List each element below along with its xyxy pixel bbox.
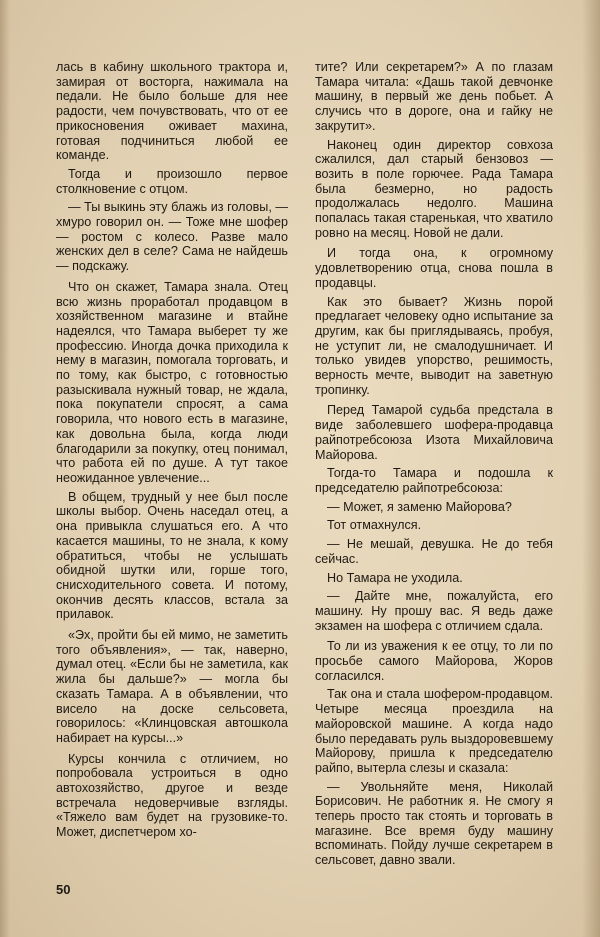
paragraph: Но Тамара не уходила. bbox=[327, 570, 463, 585]
paragraph: — Увольняйте меня, Николай Борисович. Не работник я. Не смогу я теперь просто так стоять и торговать в магазине. Все время буду машину вспоминать. Пойду лучше секретарем в сельсовет, давно звали. bbox=[315, 779, 553, 868]
paragraph: «Эх, пройти бы ей мимо, не заметить того объявления», — так, наверно, думал отец. «Если бы не заметила, как жила бы дальше?» — могла бы сказать Тамара. А в объявлении, что висело на доске сельсовета, говорилось: «Клинцовская автошкола набирает на курсы...» bbox=[56, 628, 288, 745]
page-edge-shadow bbox=[0, 0, 10, 937]
left-text-column bbox=[56, 60, 288, 844]
paragraph: В общем, трудный у нее был после школы выбор. Очень наседал отец, а она привыкла слушаться его. А что касается машины, то не знала, к кому обратиться, чтобы не услышать обидной шутки или, горше того, снисходительного совета. И потому, окончив десять классов, встала за прилавок. bbox=[56, 489, 288, 622]
paragraph: Как это бывает? Жизнь порой предлагает человеку одно испытание за другим, как бы приглядываясь, пробуя, не уступит ли, не смалодушничает. И только увидев упорство, решимость, верность мечте, выводит на заветную тропинку. bbox=[315, 294, 553, 397]
right-text-column bbox=[315, 60, 553, 872]
paragraph: Тогда и произошло первое столкновение с отцом. bbox=[56, 166, 288, 196]
paragraph: — Дайте мне, пожалуйста, его машину. Ну прошу вас. Я ведь даже экзамен на шофера с отличием сдала. bbox=[315, 589, 553, 633]
paragraph: — Может, я заменю Майорова? bbox=[327, 499, 512, 514]
paragraph: лась в кабину школьного трактора и, замирая от восторга, нажимала на педали. Не было больше для нее радости, чем почувствовать, что от ее прикосновения оживает махина, готовая подчиниться любой ее команде. bbox=[56, 60, 288, 163]
paragraph: Тот отмахнулся. bbox=[327, 518, 422, 533]
page-number: 50 bbox=[56, 882, 71, 897]
paragraph: Перед Тамарой судьба предстала в виде заболевшего шофера-продавца райпотребсоюза Изота Михайловича Майорова. bbox=[315, 403, 553, 462]
spine-shadow bbox=[582, 0, 600, 937]
paragraph: — Ты выкинь эту блажь из головы, — хмуро говорил он. — Тоже мне шофер — ростом с колесо. Разве мало женских дел в селе? Сама не найдешь — подскажу. bbox=[56, 200, 288, 274]
paragraph: — Не мешай, девушка. Не до тебя сейчас. bbox=[315, 537, 553, 566]
paragraph: тите? Или секретарем?» А по глазам Тамара читала: «Дашь такой девчонке машину, в первый же день побьет. А случись что в дороге, она и гайку не закрутит». bbox=[315, 60, 553, 133]
paragraph: Так она и стала шофером-продавцом. Четыре месяца проездила на майоровской машине. А когда надо было передавать руль выздоровевшему Майорову, пришла к председателю райпо, вытерла слезы и сказала: bbox=[315, 687, 553, 775]
paragraph: Наконец один директор совхоза сжалился, дал старый бензовоз — возить в поле горючее. Рада Тамара была безмерно, но радость продолжалась недолго. Машина попалась такая старенькая, что хватило ровно на месяц. Новой не дали. bbox=[315, 137, 553, 240]
paragraph: Что он скажет, Тамара знала. Отец всю жизнь проработал продавцом в хозяйственном магазине и втайне надеялся, что Тамара выберет ту же профессию. Иногда дочка приходила к нему в магазин, помогала торговать, и по тому, как быстро, с готовностью разыскивала нужный товар, не ждала, пока покупатели спросят, а сама говорила, что нового есть в магазине, как довольна была, когда люди благодарили за покупку, отец понимал, что работа ей по душе. А тут такое неожиданное увлечение... bbox=[56, 279, 288, 485]
paragraph: И тогда она, к огромному удовлетворению отца, снова пошла в продавцы. bbox=[315, 246, 553, 290]
paragraph: То ли из уважения к ее отцу, то ли по просьбе самого Майорова, Жоров согласился. bbox=[315, 639, 553, 683]
paragraph: Тогда-то Тамара и подошла к председателю райпотребсоюза: bbox=[315, 466, 553, 495]
paragraph: Курсы кончила с отличием, но попробовала устроиться в одно автохозяйство, другое и везде встречала недоверчивые взгляды. «Тяжело вам будет на грузовике-то. Может, диспетчером хо- bbox=[56, 751, 288, 840]
